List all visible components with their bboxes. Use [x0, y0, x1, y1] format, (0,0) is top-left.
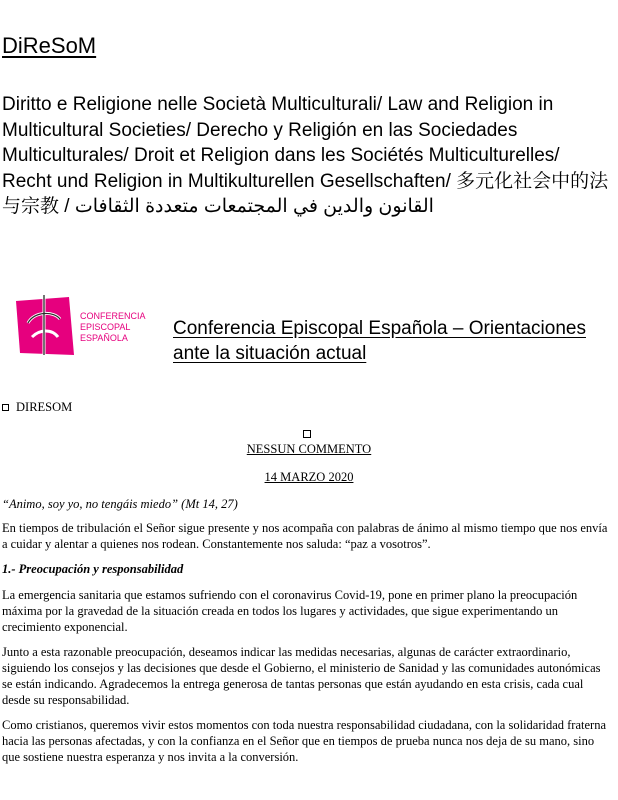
site-description-arabic: القانون والدين في المجتمعات متعددة الثقافات: [74, 196, 434, 217]
site-description-latin: Diritto e Religione nelle Società Multiculturali/ Law and Religion in Multicultural Societies/ Derecho y Religión en las Sociedades Multiculturales/ Droit et Religion dans les Sociétés Multiculturelles/ Recht und Religion in Multikulturellen Gesellschaften/ 多元化社会中的法与宗教 /: [2, 94, 609, 217]
post-content: [2, 496, 614, 774]
cee-logo[interactable]: [14, 293, 156, 357]
content-paragraph-3: Junto a esta razonable preocupación, deseamos indicar las medidas necesarias, algunas de carácter extraordinario, siguiendo los consejos y las decisiones que desde el Gobierno, el ministerio de Sanidad y las comunidades autonómicas se están indicando. Agradecemos la entrega generosa de tantas personas que están ayudando en esta crisis, cada cual desde su responsabilidad.: [2, 645, 601, 707]
logo-text-line-3: ESPAÑOLA: [80, 333, 128, 343]
post-title-link[interactable]: Conferencia Episcopal Española – Orientaciones ante la situación actual: [173, 318, 586, 364]
site-description: [2, 92, 610, 220]
user-icon: [2, 404, 9, 411]
comments-link[interactable]: NESSUN COMMENTO: [246, 442, 372, 456]
site-title-link[interactable]: DiReSoM: [2, 33, 97, 58]
logo-text-line-2: EPISCOPAL: [80, 322, 131, 332]
content-paragraph-4: Como cristianos, queremos vivir estos momentos con toda nuestra responsabilidad ciudadana, con la solidaridad fraterna hacia las personas afectadas, y con la confianza en el Señor que en tiempos de prueba nunca nos deja de su mano, sino que sostiene nuestra esperanza y nos invita a la conversión.: [2, 718, 607, 764]
post-author-name[interactable]: DIRESOM: [16, 400, 73, 414]
content-quote: “Animo, soy yo, no tengáis miedo” (Mt 14, 27): [2, 497, 238, 511]
content-paragraph-1: En tiempos de tribulación el Señor sigue presente y nos acompaña con palabras de ánimo al mismo tiempo que nos envía a cuidar y alentar a quienes nos rodean. Constantemente nos saluda: “paz a vosotros”.: [2, 521, 608, 551]
content-paragraph-2: La emergencia sanitaria que estamos sufriendo con el coronavirus Covid-19, pone en primer plano la preocupación máxima por la gravedad de la situación creada en todos los lugares y actividades, que sigue experimentando un crecimiento exponencial.: [2, 588, 578, 634]
comment-icon: [303, 430, 311, 438]
post-date-link[interactable]: 14 MARZO 2020: [264, 470, 354, 484]
post-author: [2, 400, 72, 415]
logo-text-line-1: CONFERENCIA: [80, 311, 146, 321]
content-heading-1: 1.- Preocupación y responsabilidad: [2, 562, 184, 576]
